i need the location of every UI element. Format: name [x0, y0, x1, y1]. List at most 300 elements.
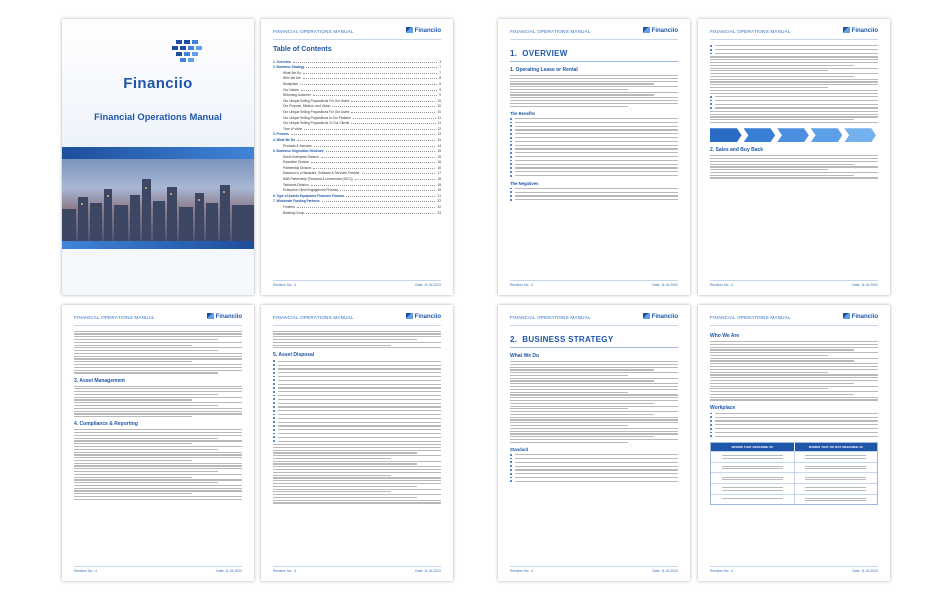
sales-buyback-page: [698, 19, 890, 295]
bullet-dot-icon: [510, 118, 512, 120]
toc-entry-name: Our Purpose, Mission, and Vision: [283, 104, 331, 109]
subsection-heading: 4. Compliance & Reporting: [74, 421, 138, 428]
bullet-item: [710, 413, 878, 415]
bullet-item: [273, 440, 441, 442]
table-cell: [711, 463, 794, 473]
paragraph-block: [273, 444, 441, 504]
bullet-dot-icon: [510, 480, 512, 482]
header-brand: Financiio: [651, 314, 678, 320]
bullet-dot-icon: [273, 387, 275, 389]
bullet-item: [510, 152, 678, 154]
bullet-dot-icon: [273, 429, 275, 431]
toc-entry-page: 19: [437, 188, 441, 193]
page-header: [710, 27, 878, 40]
bullet-dot-icon: [273, 368, 275, 370]
section-title: BUSINESS STRATEGY: [522, 335, 614, 344]
toc-entry-name: Who We Are: [283, 76, 301, 81]
bullet-dot-icon: [273, 410, 275, 412]
bullet-dot-icon: [273, 376, 275, 378]
bullet-dot-icon: [710, 416, 712, 418]
page-header: [273, 313, 441, 326]
toc-entry-page: 15: [437, 149, 441, 154]
bullet-item: [510, 477, 678, 479]
page-footer: [510, 280, 678, 289]
bullet-item: [710, 428, 878, 430]
toc-page: [261, 19, 453, 295]
toc-entry-name: NAB Partnership (Financial & commercial (NCC)): [283, 177, 353, 182]
bullet-item: [510, 156, 678, 158]
toc-leader-dots: [362, 173, 436, 174]
footer-date: Date: 11.04.2022: [415, 283, 441, 287]
bullet-item: [273, 414, 441, 416]
page-footer: [74, 566, 242, 575]
cover-page: [62, 19, 254, 295]
table-row: [711, 462, 877, 473]
toc-leader-dots: [311, 162, 435, 163]
bullet-item: [510, 191, 678, 193]
subsection-heading: Workplace: [710, 404, 736, 411]
bullet-item: [710, 53, 878, 55]
bullet-item: [710, 96, 878, 98]
chevron-step: [811, 128, 843, 142]
bullet-dot-icon: [510, 461, 512, 463]
header-logo: [643, 27, 678, 34]
header-logo: [207, 313, 242, 320]
bullet-item: [510, 167, 678, 169]
bullet-dot-icon: [510, 188, 512, 190]
toc-entry-page: 10: [437, 109, 441, 114]
table-row: [711, 483, 877, 494]
table-header: [711, 443, 877, 451]
section-title: OVERVIEW: [522, 49, 568, 58]
bullet-dot-icon: [710, 53, 712, 55]
financiio-logo-icon: [843, 27, 850, 33]
toc-entry-name: 7. Wholesale Funding Partners: [273, 199, 320, 204]
subsection-heading: What We Do: [510, 353, 540, 359]
toc-entry[interactable]: [273, 209, 441, 215]
toc-entry-page: 22: [437, 205, 441, 210]
footer-date: Date: 11.04.2022: [852, 283, 878, 287]
bullet-dot-icon: [710, 424, 712, 426]
bullet-item: [273, 425, 441, 427]
bullet-dot-icon: [510, 133, 512, 135]
footer-date: Date: 11.04.2022: [415, 569, 441, 573]
header-brand: Financiio: [851, 28, 878, 34]
bullet-dot-icon: [273, 414, 275, 416]
toc-leader-dots: [346, 196, 435, 197]
negatives-heading: The Negatives: [510, 180, 539, 186]
bullet-item: [710, 435, 878, 437]
bullet-item: [710, 424, 878, 426]
bullet-dot-icon: [273, 436, 275, 438]
bullet-item: [273, 421, 441, 423]
header-title: FINANCIAL OPERATIONS MANUAL: [510, 315, 591, 320]
toc-entry-name: Direct Enterprise Division: [283, 154, 319, 159]
bullet-item: [273, 383, 441, 385]
bullet-item: [510, 458, 678, 460]
footer-date: Date: 11.04.2022: [652, 283, 678, 287]
toc-entry-page: 11: [437, 121, 441, 126]
toc-entry-name: Banking Group: [283, 210, 305, 215]
bullet-item: [510, 199, 678, 201]
benefits-heading: The Benefits: [510, 110, 536, 116]
bullet-item: [510, 171, 678, 173]
toc-entry-name: 5. Business Origination Structure: [273, 149, 324, 154]
asset-disposal-page: [261, 305, 453, 581]
toc-entry-name: What We Do: [283, 70, 302, 75]
toc-entry-page: 12: [437, 126, 441, 131]
toc-entry-page: 21: [437, 193, 441, 198]
bullet-item: [273, 433, 441, 435]
toc-entry-page: 13: [437, 132, 441, 137]
toc-leader-dots: [306, 67, 437, 68]
bullet-dot-icon: [510, 195, 512, 197]
bullet-item: [273, 395, 441, 397]
table-row: [711, 451, 877, 462]
cover-band-bottom: [62, 241, 254, 249]
footer-revision: Revision No.: 4: [510, 283, 533, 287]
header-brand: Financiio: [215, 314, 242, 320]
toc-entry-page: 15: [437, 154, 441, 159]
toc-leader-dots: [303, 78, 437, 79]
bullet-list: [710, 96, 878, 109]
toc-entry-page: 8: [439, 76, 441, 81]
chevron-step: [710, 128, 742, 142]
bullet-item: [510, 133, 678, 135]
bullet-dot-icon: [273, 440, 275, 442]
bullet-item: [710, 45, 878, 47]
bullet-item: [710, 420, 878, 422]
bullet-dot-icon: [510, 129, 512, 131]
toc-entry-page: 3: [439, 59, 441, 64]
toc-entry-page: 7: [439, 70, 441, 75]
subsection-heading: 2. Sales and Buy Back: [710, 147, 764, 154]
paragraph-block: [74, 429, 242, 500]
toc-entry-name: Education Division: [283, 160, 310, 165]
bullet-item: [510, 163, 678, 165]
toc-entry-name: 1. Overview: [273, 59, 291, 64]
bullet-dot-icon: [510, 458, 512, 460]
financiio-logo-icon: [406, 313, 413, 319]
section-rule: [510, 61, 678, 62]
header-brand: Financiio: [651, 28, 678, 34]
toc-entry-name: 2. Business Strategy: [273, 65, 305, 70]
toc-leader-dots: [332, 106, 435, 107]
toc-entry-name: Datacom is a Hardware, Software & Services Provider: [283, 171, 360, 176]
page-footer: [710, 280, 878, 289]
bullet-dot-icon: [710, 432, 712, 434]
paragraph-block: [510, 75, 678, 107]
bullet-dot-icon: [510, 122, 512, 124]
bullet-list: [510, 118, 678, 177]
subsection-heading: 5. Asset Disposal: [273, 352, 315, 359]
bullet-dot-icon: [273, 364, 275, 366]
bullet-dot-icon: [510, 148, 512, 150]
bullet-dot-icon: [510, 152, 512, 154]
toc-entry-name: Partnership Division: [283, 165, 312, 170]
header-logo: [406, 313, 441, 320]
bullet-item: [510, 188, 678, 190]
toc-entry-name: Enterprise Client Engagement Process: [283, 188, 338, 193]
toc-entry-page: 18: [437, 182, 441, 187]
bullet-item: [510, 473, 678, 475]
section-heading: [510, 49, 678, 58]
toc-entry-page: 16: [437, 160, 441, 165]
table-row: [711, 472, 877, 483]
bullet-item: [273, 406, 441, 408]
bullet-item: [273, 417, 441, 419]
toc-entry-name: Our Unique Selling Propositions For Our Users: [283, 109, 350, 114]
bullet-dot-icon: [273, 383, 275, 385]
toc-entry-page: 7: [439, 65, 441, 70]
bullet-dot-icon: [510, 199, 512, 201]
table-cell: [794, 484, 878, 494]
toc-leader-dots: [326, 151, 436, 152]
page-header: [710, 313, 878, 326]
header-title: FINANCIAL OPERATIONS MANUAL: [710, 315, 791, 320]
paragraph-block: [710, 155, 878, 178]
toc-leader-dots: [300, 84, 437, 85]
toc-entry-name: Our Unique Selling Propositions For Our Users: [283, 98, 350, 103]
bullet-item: [510, 160, 678, 162]
table-header-cell: WORDS THAT DO NOT DESCRIBE US: [794, 443, 878, 451]
bullet-list: [510, 188, 678, 201]
toc-entry-page: 9: [439, 93, 441, 98]
bullet-item: [273, 372, 441, 374]
bullet-dot-icon: [510, 473, 512, 475]
bullet-item: [273, 360, 441, 362]
bullet-item: [510, 175, 678, 177]
toc-entry-name: Tone of Voice: [283, 126, 303, 131]
page-footer: [510, 566, 678, 575]
toc-entry-name: Telecoms Division: [283, 182, 309, 187]
bullet-item: [273, 379, 441, 381]
toc-leader-dots: [351, 123, 435, 124]
bullet-item: [510, 137, 678, 139]
footer-date: Date: 11.04.2022: [216, 569, 242, 573]
toc-entry-page: 14: [437, 143, 441, 148]
bullet-dot-icon: [273, 398, 275, 400]
toc-leader-dots: [313, 168, 435, 169]
toc-entry-page: 9: [439, 87, 441, 92]
bullet-dot-icon: [510, 144, 512, 146]
table-cell: [794, 463, 878, 473]
who-we-are-page: [698, 305, 890, 581]
chevron-step: [844, 128, 876, 142]
bullet-item: [710, 49, 878, 51]
bullet-item: [510, 141, 678, 143]
bullet-item: [510, 469, 678, 471]
chevron-step: [744, 128, 776, 142]
bullet-dot-icon: [510, 454, 512, 456]
toc-entry-page: 16: [437, 165, 441, 170]
header-logo: [643, 313, 678, 320]
paragraph-block: [510, 361, 678, 443]
bullet-item: [273, 376, 441, 378]
bullet-list: [710, 413, 878, 438]
bullet-item: [273, 429, 441, 431]
bullet-dot-icon: [273, 395, 275, 397]
page-header: [510, 313, 678, 326]
table-cell: [711, 473, 794, 483]
toc-leader-dots: [314, 146, 436, 147]
footer-revision: Revision No.: 4: [273, 283, 296, 287]
financiio-logo-icon: [643, 313, 650, 319]
toc-entry-page: 8: [439, 81, 441, 86]
bullet-item: [710, 416, 878, 418]
section-number: 2.: [510, 335, 518, 344]
toc-leader-dots: [304, 129, 435, 130]
page-footer: [273, 280, 441, 289]
bullet-dot-icon: [710, 103, 712, 105]
bullet-dot-icon: [710, 45, 712, 47]
bullet-dot-icon: [710, 49, 712, 51]
header-brand: Financiio: [414, 314, 441, 320]
chevron-step: [777, 128, 809, 142]
toc-leader-dots: [301, 90, 438, 91]
bullet-dot-icon: [273, 406, 275, 408]
bullet-dot-icon: [710, 100, 712, 102]
toc-leader-dots: [353, 118, 436, 119]
toc-entry-name: Funders: [283, 205, 295, 210]
toc-entry-page: 17: [437, 171, 441, 176]
bullet-item: [273, 436, 441, 438]
bullet-item: [710, 107, 878, 109]
bullet-item: [510, 122, 678, 124]
bullet-dot-icon: [510, 167, 512, 169]
bullet-item: [510, 125, 678, 127]
footer-date: Date: 11.04.2022: [852, 569, 878, 573]
subsection-heading: 3. Asset Management: [74, 377, 125, 384]
header-brand: Financiio: [414, 28, 441, 34]
page-header: [510, 27, 678, 40]
bullet-item: [510, 148, 678, 150]
toc-leader-dots: [293, 62, 437, 63]
toc-leader-dots: [321, 157, 436, 158]
toc-list: [273, 58, 441, 215]
cover-title: Financial Operations Manual: [94, 111, 222, 122]
financiio-logo-icon: [643, 27, 650, 33]
bullet-item: [273, 402, 441, 404]
bullet-dot-icon: [273, 379, 275, 381]
bullet-item: [510, 129, 678, 131]
header-logo: [843, 27, 878, 34]
table-cell: [794, 473, 878, 483]
footer-revision: Revision No.: 4: [510, 569, 533, 573]
bullet-dot-icon: [510, 125, 512, 127]
overview-page: [498, 19, 690, 295]
footer-revision: Revision No.: 4: [74, 569, 97, 573]
toc-entry-name: Products & Services: [283, 143, 312, 148]
bullet-item: [510, 480, 678, 482]
bullet-dot-icon: [510, 469, 512, 471]
toc-leader-dots: [311, 185, 436, 186]
header-title: FINANCIAL OPERATIONS MANUAL: [74, 315, 155, 320]
bullet-dot-icon: [510, 171, 512, 173]
bullet-dot-icon: [510, 191, 512, 193]
toc-entry-page: 10: [437, 104, 441, 109]
toc-leader-dots: [351, 112, 435, 113]
table-cell: [794, 452, 878, 462]
toc-leader-dots: [303, 73, 437, 74]
bullet-dot-icon: [510, 477, 512, 479]
table-header-cell: WORDS THAT DESCRIBE US: [711, 443, 794, 451]
bullet-item: [273, 387, 441, 389]
bullet-item: [710, 103, 878, 105]
paragraph-block: [710, 111, 878, 123]
paragraph-block: [74, 331, 242, 374]
bullet-item: [273, 391, 441, 393]
financiio-logo-icon: [843, 313, 850, 319]
toc-leader-dots: [297, 140, 435, 141]
section-heading: [510, 335, 678, 344]
toc-leader-dots: [351, 101, 435, 102]
bullet-item: [510, 461, 678, 463]
financiio-logo-icon: [172, 40, 206, 70]
header-logo: [406, 27, 441, 34]
bullet-dot-icon: [510, 465, 512, 467]
bullet-item: [510, 144, 678, 146]
toc-entry-name: Workplace: [283, 81, 298, 86]
toc-entry-page: 23: [437, 210, 441, 215]
toc-entry-name: Our Unique Selling Propositions To Our Clients: [283, 121, 350, 126]
bullet-dot-icon: [710, 420, 712, 422]
toc-entry-name: 3. Process: [273, 132, 289, 137]
toc-leader-dots: [306, 213, 435, 214]
bullet-dot-icon: [510, 156, 512, 158]
process-chevron-diagram: [710, 128, 878, 142]
toc-leader-dots: [355, 179, 436, 180]
subsection-heading: 1. Operating Lease or Rental: [510, 67, 578, 73]
cover-band-top: [62, 147, 254, 159]
toc-leader-dots: [322, 201, 436, 202]
header-title: FINANCIAL OPERATIONS MANUAL: [273, 315, 354, 320]
bullet-dot-icon: [510, 160, 512, 162]
bullet-dot-icon: [273, 360, 275, 362]
bullet-dot-icon: [273, 433, 275, 435]
bullet-item: [510, 465, 678, 467]
page-header: [74, 313, 242, 326]
bullet-dot-icon: [710, 413, 712, 415]
toc-title: Table of Contents: [273, 46, 332, 53]
toc-leader-dots: [297, 207, 436, 208]
toc-entry-page: 11: [437, 115, 441, 120]
bullet-dot-icon: [273, 421, 275, 423]
footer-revision: Revision No.: 4: [710, 283, 733, 287]
paragraph-block: [710, 341, 878, 401]
bullet-dot-icon: [273, 402, 275, 404]
bullet-dot-icon: [510, 137, 512, 139]
describe-us-table: [710, 442, 878, 505]
city-skyline-image: [62, 159, 254, 241]
header-logo: [843, 313, 878, 320]
bullet-item: [510, 454, 678, 456]
table-cell: [711, 484, 794, 494]
bullet-item: [273, 364, 441, 366]
bullet-dot-icon: [273, 372, 275, 374]
bullet-dot-icon: [273, 417, 275, 419]
table-cell: [711, 495, 794, 505]
footer-date: Date: 11.04.2022: [652, 569, 678, 573]
toc-entry-page: 10: [437, 98, 441, 103]
bullet-list: [273, 360, 441, 442]
paragraph-block: [710, 56, 878, 93]
standard-heading: Standard: [510, 446, 529, 452]
subsection-heading: Who We Are: [710, 333, 740, 339]
section-rule: [510, 347, 678, 348]
bullet-item: [273, 398, 441, 400]
toc-entry-name: Returning customer: [283, 93, 311, 98]
